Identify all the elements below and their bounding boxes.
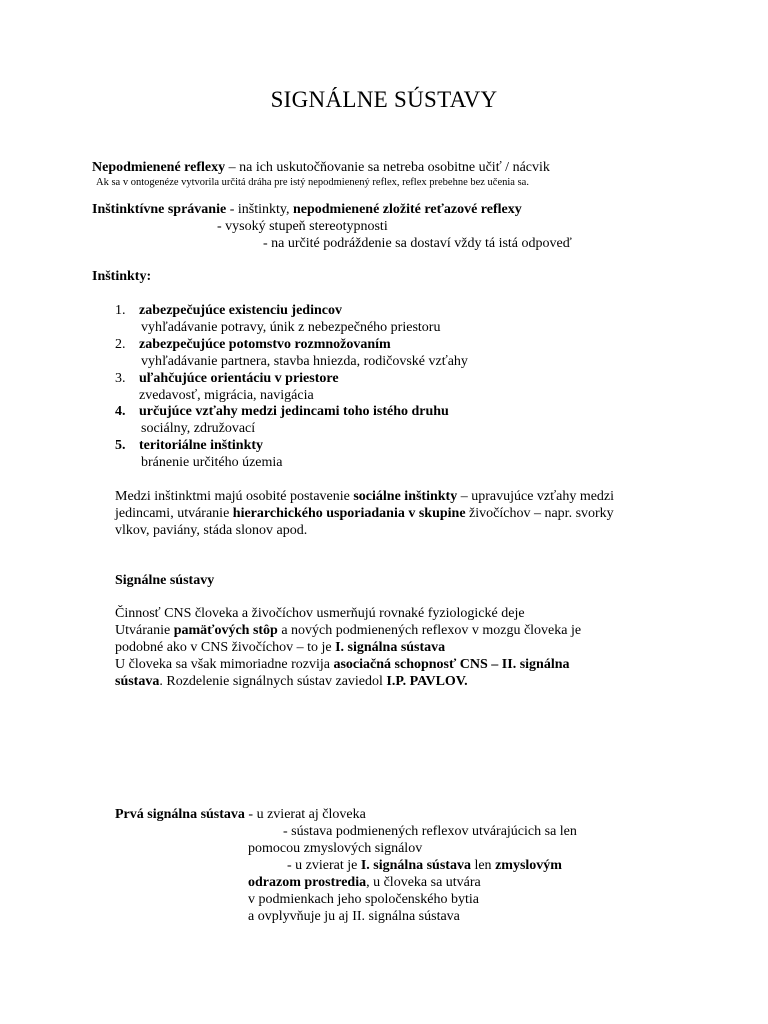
signalne-term: I.P. PAVLOV. (386, 674, 468, 689)
prva-line7: a ovplyvňuje ju aj II. signálna sústava (248, 909, 460, 924)
spravanie-line3: - na určité podráždenie sa dostaví vždy tá istá odpoveď (263, 236, 572, 251)
list-number: 4. (115, 404, 126, 419)
signalne-line1: Činnosť CNS človeka a živočíchov usmerňujú rovnaké fyziologické deje (115, 606, 525, 621)
spravanie-line2: - vysoký stupeň stereotypnosti (217, 219, 388, 234)
list-number: 5. (115, 438, 126, 453)
socialne-line1 (115, 488, 614, 505)
list-item-desc: sociálny, združovací (141, 421, 256, 436)
section-heading-text: Signálne sústavy (115, 573, 215, 588)
list-item (115, 403, 449, 420)
prva-line4 (287, 857, 562, 874)
list-item-desc: bránenie určitého územia (141, 455, 283, 470)
section-heading (115, 572, 214, 589)
socialne-term: hierarchického usporiadania v skupine (232, 506, 466, 521)
spravanie-sep: - inštinkty, (226, 202, 293, 217)
prva-line6: v podmienkach jeho spoločenského bytia (248, 892, 479, 907)
prva-text: , u človeka sa utvára (366, 875, 481, 890)
socialne-line3: vlkov, paviány, stáda slonov apod. (115, 523, 308, 538)
list-item (115, 302, 342, 319)
prva-line2: - sústava podmienených reflexov utvárajúcich sa len (283, 824, 577, 839)
list-item-title: určujúce vzťahy medzi jedincami toho istého druhu (139, 404, 449, 419)
signalne-line2 (115, 622, 581, 639)
signalne-line4 (115, 656, 570, 673)
list-number: 3. (115, 371, 126, 386)
reflexy-text: – na ich uskutočňovanie sa netreba osobitne učiť / nácvik (225, 160, 550, 175)
prva-term: zmyslovým (495, 858, 562, 873)
socialne-term: sociálne inštinkty (353, 489, 458, 504)
socialne-text: jedincami, utváranie (115, 506, 233, 521)
list-item (115, 437, 263, 454)
list-item-desc: vyhľadávanie potravy, únik z nebezpečného priestoru (141, 320, 441, 335)
signalne-term: pamäťových stôp (173, 623, 278, 638)
signalne-text: Utváranie (115, 623, 174, 638)
prva-line1 (115, 806, 366, 823)
list-number: 2. (115, 337, 126, 352)
socialne-line2 (115, 505, 614, 522)
prva-text: - u zvierat aj človeka (244, 807, 366, 822)
spravanie-def: nepodmienené zložité reťazové reflexy (292, 202, 522, 217)
page-title: SIGNÁLNE SÚSTAVY (270, 87, 498, 112)
signalne-line3 (115, 639, 445, 656)
signalne-line5 (115, 673, 468, 690)
socialne-text: Medzi inštinktmi majú osobité postavenie (115, 489, 354, 504)
instinkty-heading (92, 268, 151, 285)
spravanie-term: Inštinktívne správanie (92, 202, 227, 217)
spravanie-line (92, 201, 522, 218)
socialne-text: – upravujúce vzťahy medzi (457, 489, 615, 504)
prva-term: Prvá signálna sústava (115, 807, 245, 822)
instinkty-heading-text: Inštinkty: (92, 269, 152, 284)
list-item-desc: vyhľadávanie partnera, stavba hniezda, rodičovské vzťahy (141, 354, 468, 369)
list-item (115, 370, 339, 387)
list-item (115, 336, 391, 353)
signalne-term: sústava (115, 674, 160, 689)
signalne-term: asociačná schopnosť CNS – II. signálna (333, 657, 570, 672)
prva-term: odrazom prostredia (248, 875, 367, 890)
list-item-title: zabezpečujúce existenciu jedincov (139, 303, 342, 318)
signalne-text: . Rozdelenie signálnych sústav zaviedol (159, 674, 387, 689)
signalne-text: podobné ako v CNS živočíchov – to je (115, 640, 336, 655)
reflexy-note: Ak sa v ontogenéze vytvorila určitá dráha pre istý nepodmienený reflex, reflex prebehne bez učenia sa. (96, 177, 529, 188)
list-number: 1. (115, 303, 126, 318)
list-item-title: zabezpečujúce potomstvo rozmnožovaním (139, 337, 391, 352)
list-item-title: uľahčujúce orientáciu v priestore (139, 371, 339, 386)
prva-text: - u zvierat je (287, 858, 361, 873)
signalne-text: U človeka sa však mimoriadne rozvija (115, 657, 334, 672)
list-item-title: teritoriálne inštinkty (139, 438, 264, 453)
reflexy-line (92, 159, 550, 176)
prva-text: len (470, 858, 496, 873)
prva-line3: pomocou zmyslových signálov (248, 841, 423, 856)
signalne-term: I. signálna sústava (335, 640, 446, 655)
list-item-desc: zvedavosť, migrácia, navigácia (139, 388, 314, 403)
prva-line5 (248, 874, 481, 891)
prva-term: I. signálna sústava (360, 858, 471, 873)
signalne-text: a nových podmienených reflexov v mozgu človeka je (277, 623, 582, 638)
socialne-text: živočíchov – napr. svorky (465, 506, 614, 521)
reflexy-term: Nepodmienené reflexy (92, 160, 226, 175)
